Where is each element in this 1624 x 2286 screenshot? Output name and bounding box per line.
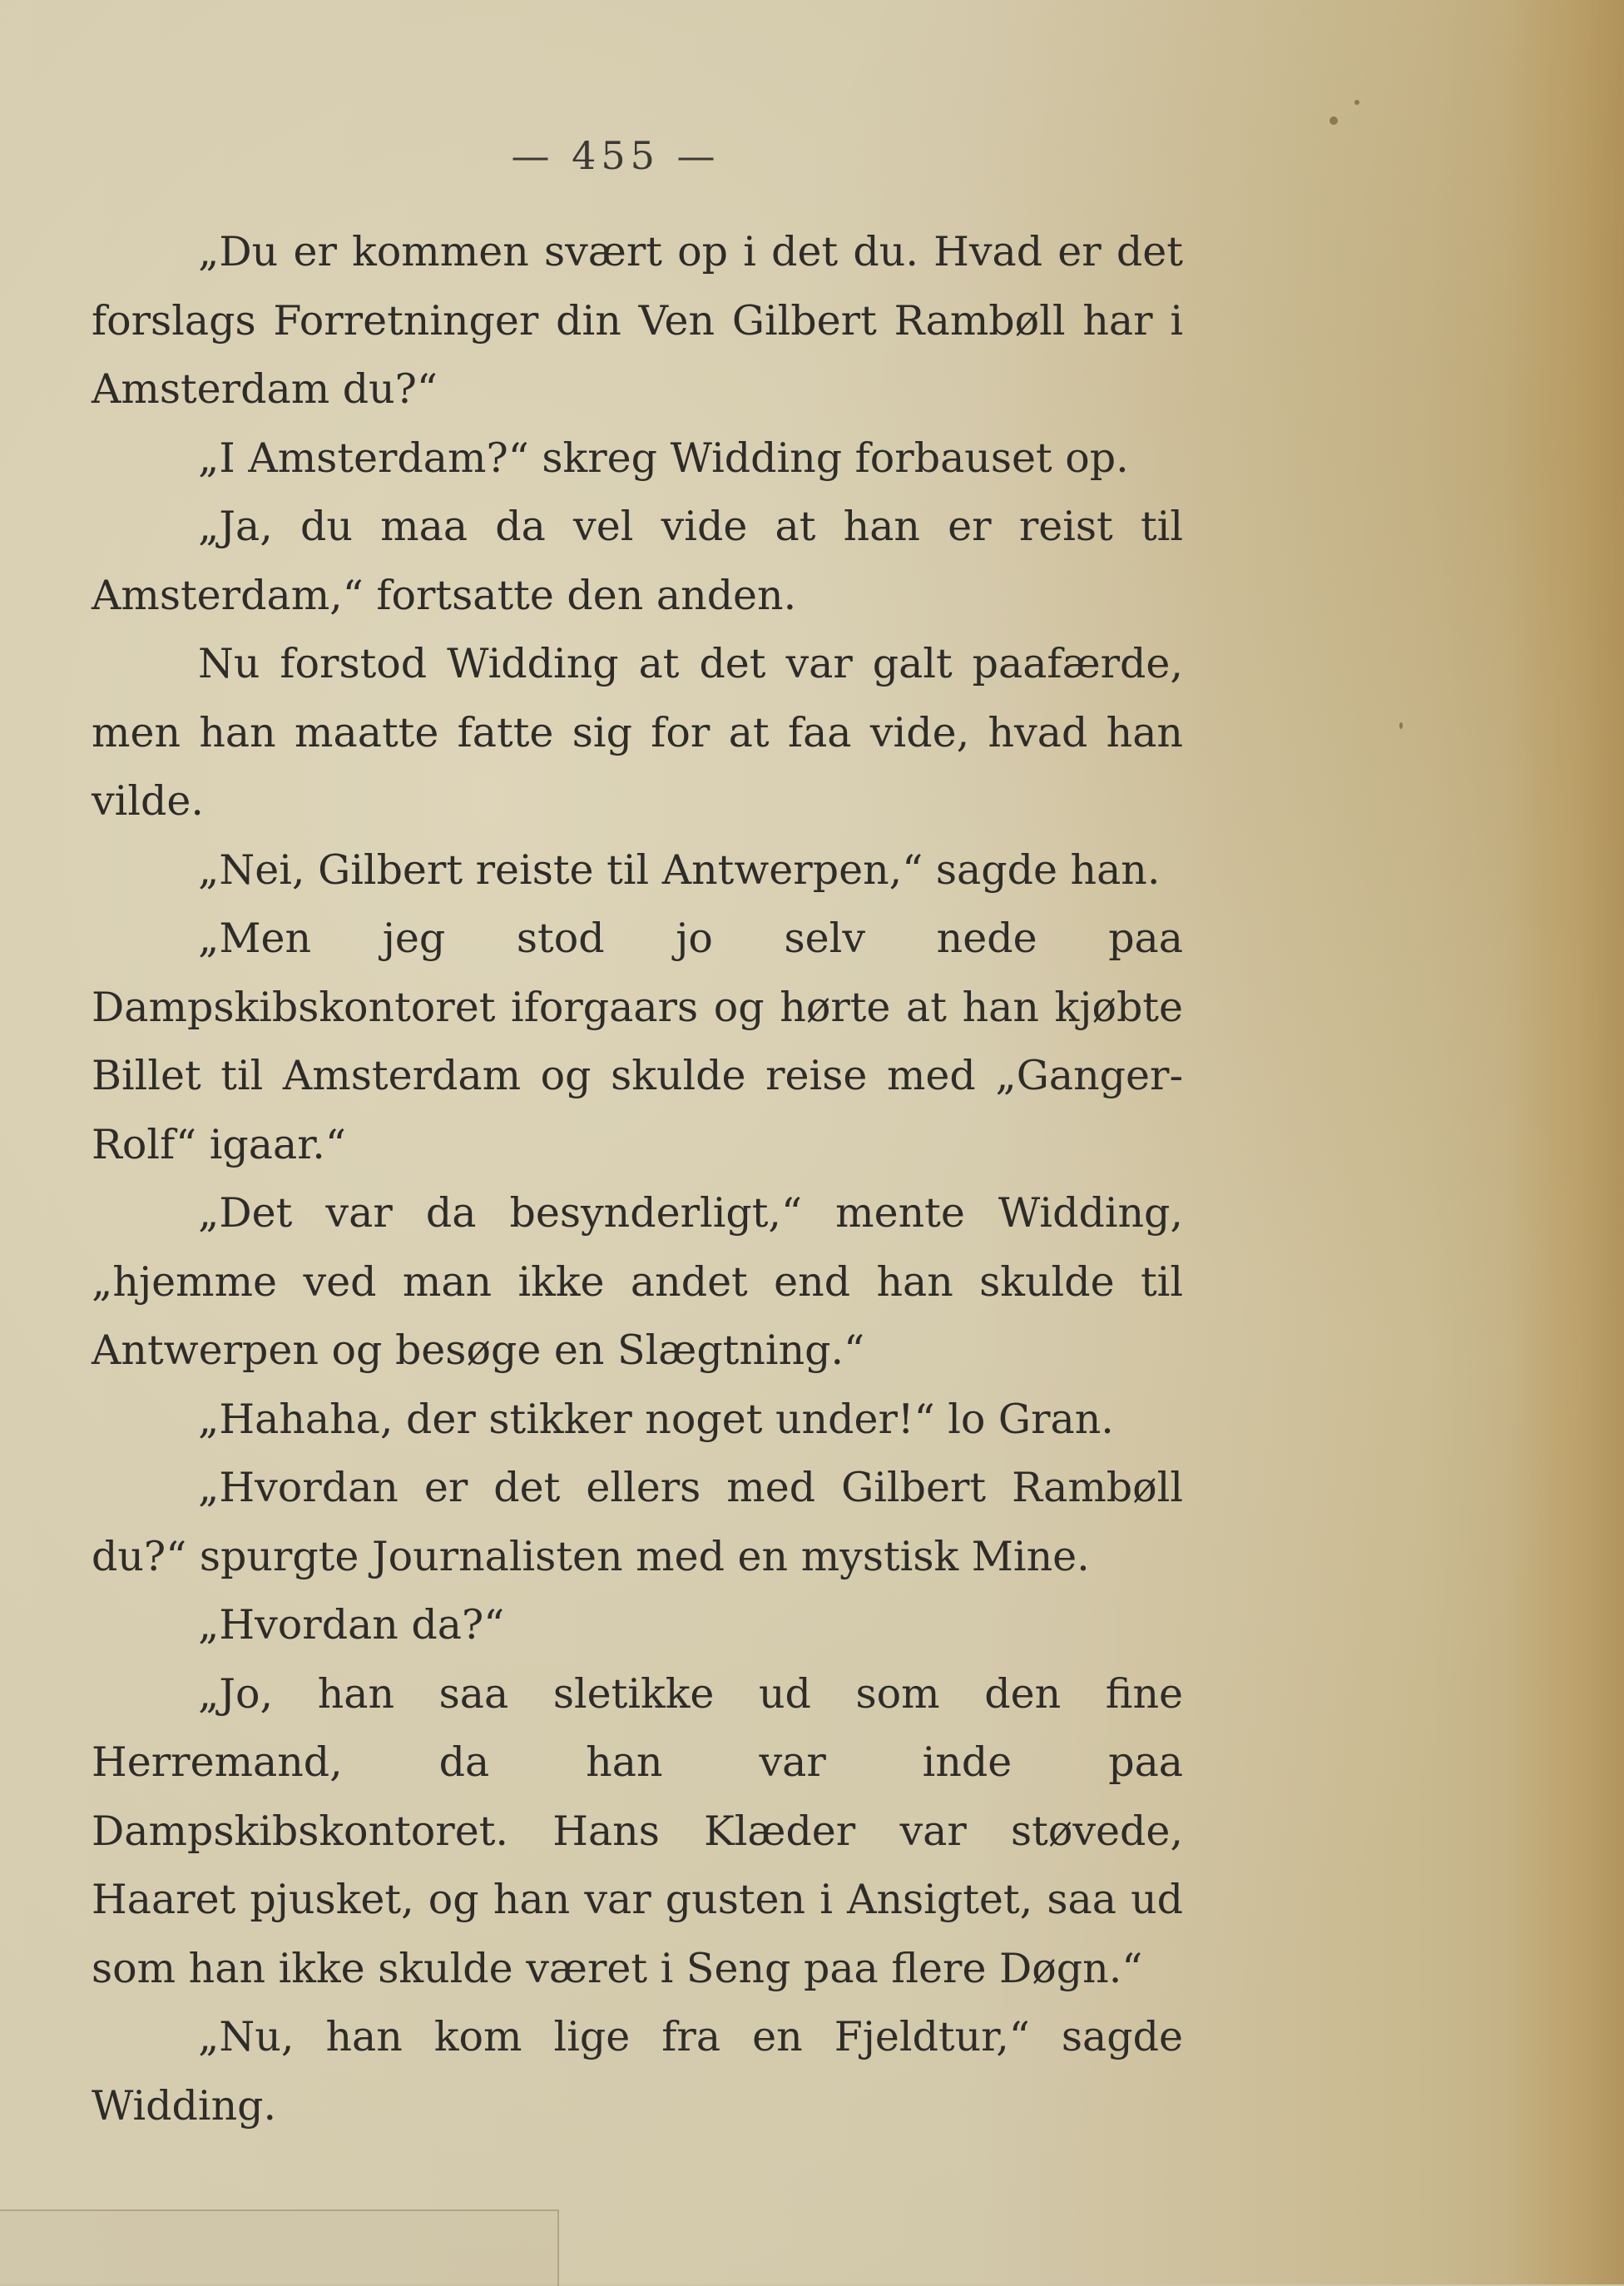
paragraph: „Men jeg stod jo selv nede paa Dampskibskontoret iforgaars og hørte at han kjøbte Billet til Amsterdam og skulde reise med „Ganger-Rolf“ igaar.“ — [92, 915, 1183, 1168]
page-fold-band — [0, 2209, 559, 2286]
paragraph: „Nei, Gilbert reiste til Antwerpen,“ sagde han. — [198, 845, 1161, 894]
paper-speck — [1399, 722, 1403, 729]
page-edge-shading — [1508, 0, 1624, 2284]
paragraph: „Ja, du maa da vel vide at han er reist til Amsterdam,“ fortsatte den anden. — [92, 503, 1183, 619]
paragraph: „Det var da besynderligt,“ mente Widding, „hjemme ved man ikke andet end han skulde til Antwerpen og besøge en Slægtning.“ — [92, 1189, 1183, 1374]
paper-speck — [1354, 100, 1359, 105]
paragraph: „Hahaha, der stikker noget under!“ lo Gran. — [198, 1395, 1114, 1443]
paragraph: „Nu, han kom lige fra en Fjeldtur,“ sagde Widding. — [92, 2013, 1183, 2130]
paper-speck — [1329, 117, 1338, 125]
paragraph: „I Amsterdam?“ skreg Widding forbauset op. — [198, 434, 1129, 482]
page-number: — 455 — — [511, 133, 720, 178]
paragraph: „Jo, han saa sletikke ud som den fine Herremand, da han var inde paa Dampskibskontoret. Hans Klæder var støvede, Haaret pjusket, og han var gusten i Ansigtet, saa ud som han ikke skulde været i Seng paa flere Døgn.“ — [92, 1669, 1183, 1992]
paragraph: „Hvordan da?“ — [198, 1601, 505, 1649]
body-text — [92, 218, 1183, 2140]
paragraph: „Du er kommen svært op i det du. Hvad er det forslags Forretninger din Ven Gilbert Rambøll har i Amsterdam du?“ — [92, 228, 1183, 413]
paragraph: „Hvordan er det ellers med Gilbert Rambøll du?“ spurgte Journalisten med en mystisk Mine. — [92, 1464, 1183, 1580]
paragraph: Nu forstod Widding at det var galt paafærde, men han maatte fatte sig for at faa vide, hvad han vilde. — [92, 640, 1183, 825]
